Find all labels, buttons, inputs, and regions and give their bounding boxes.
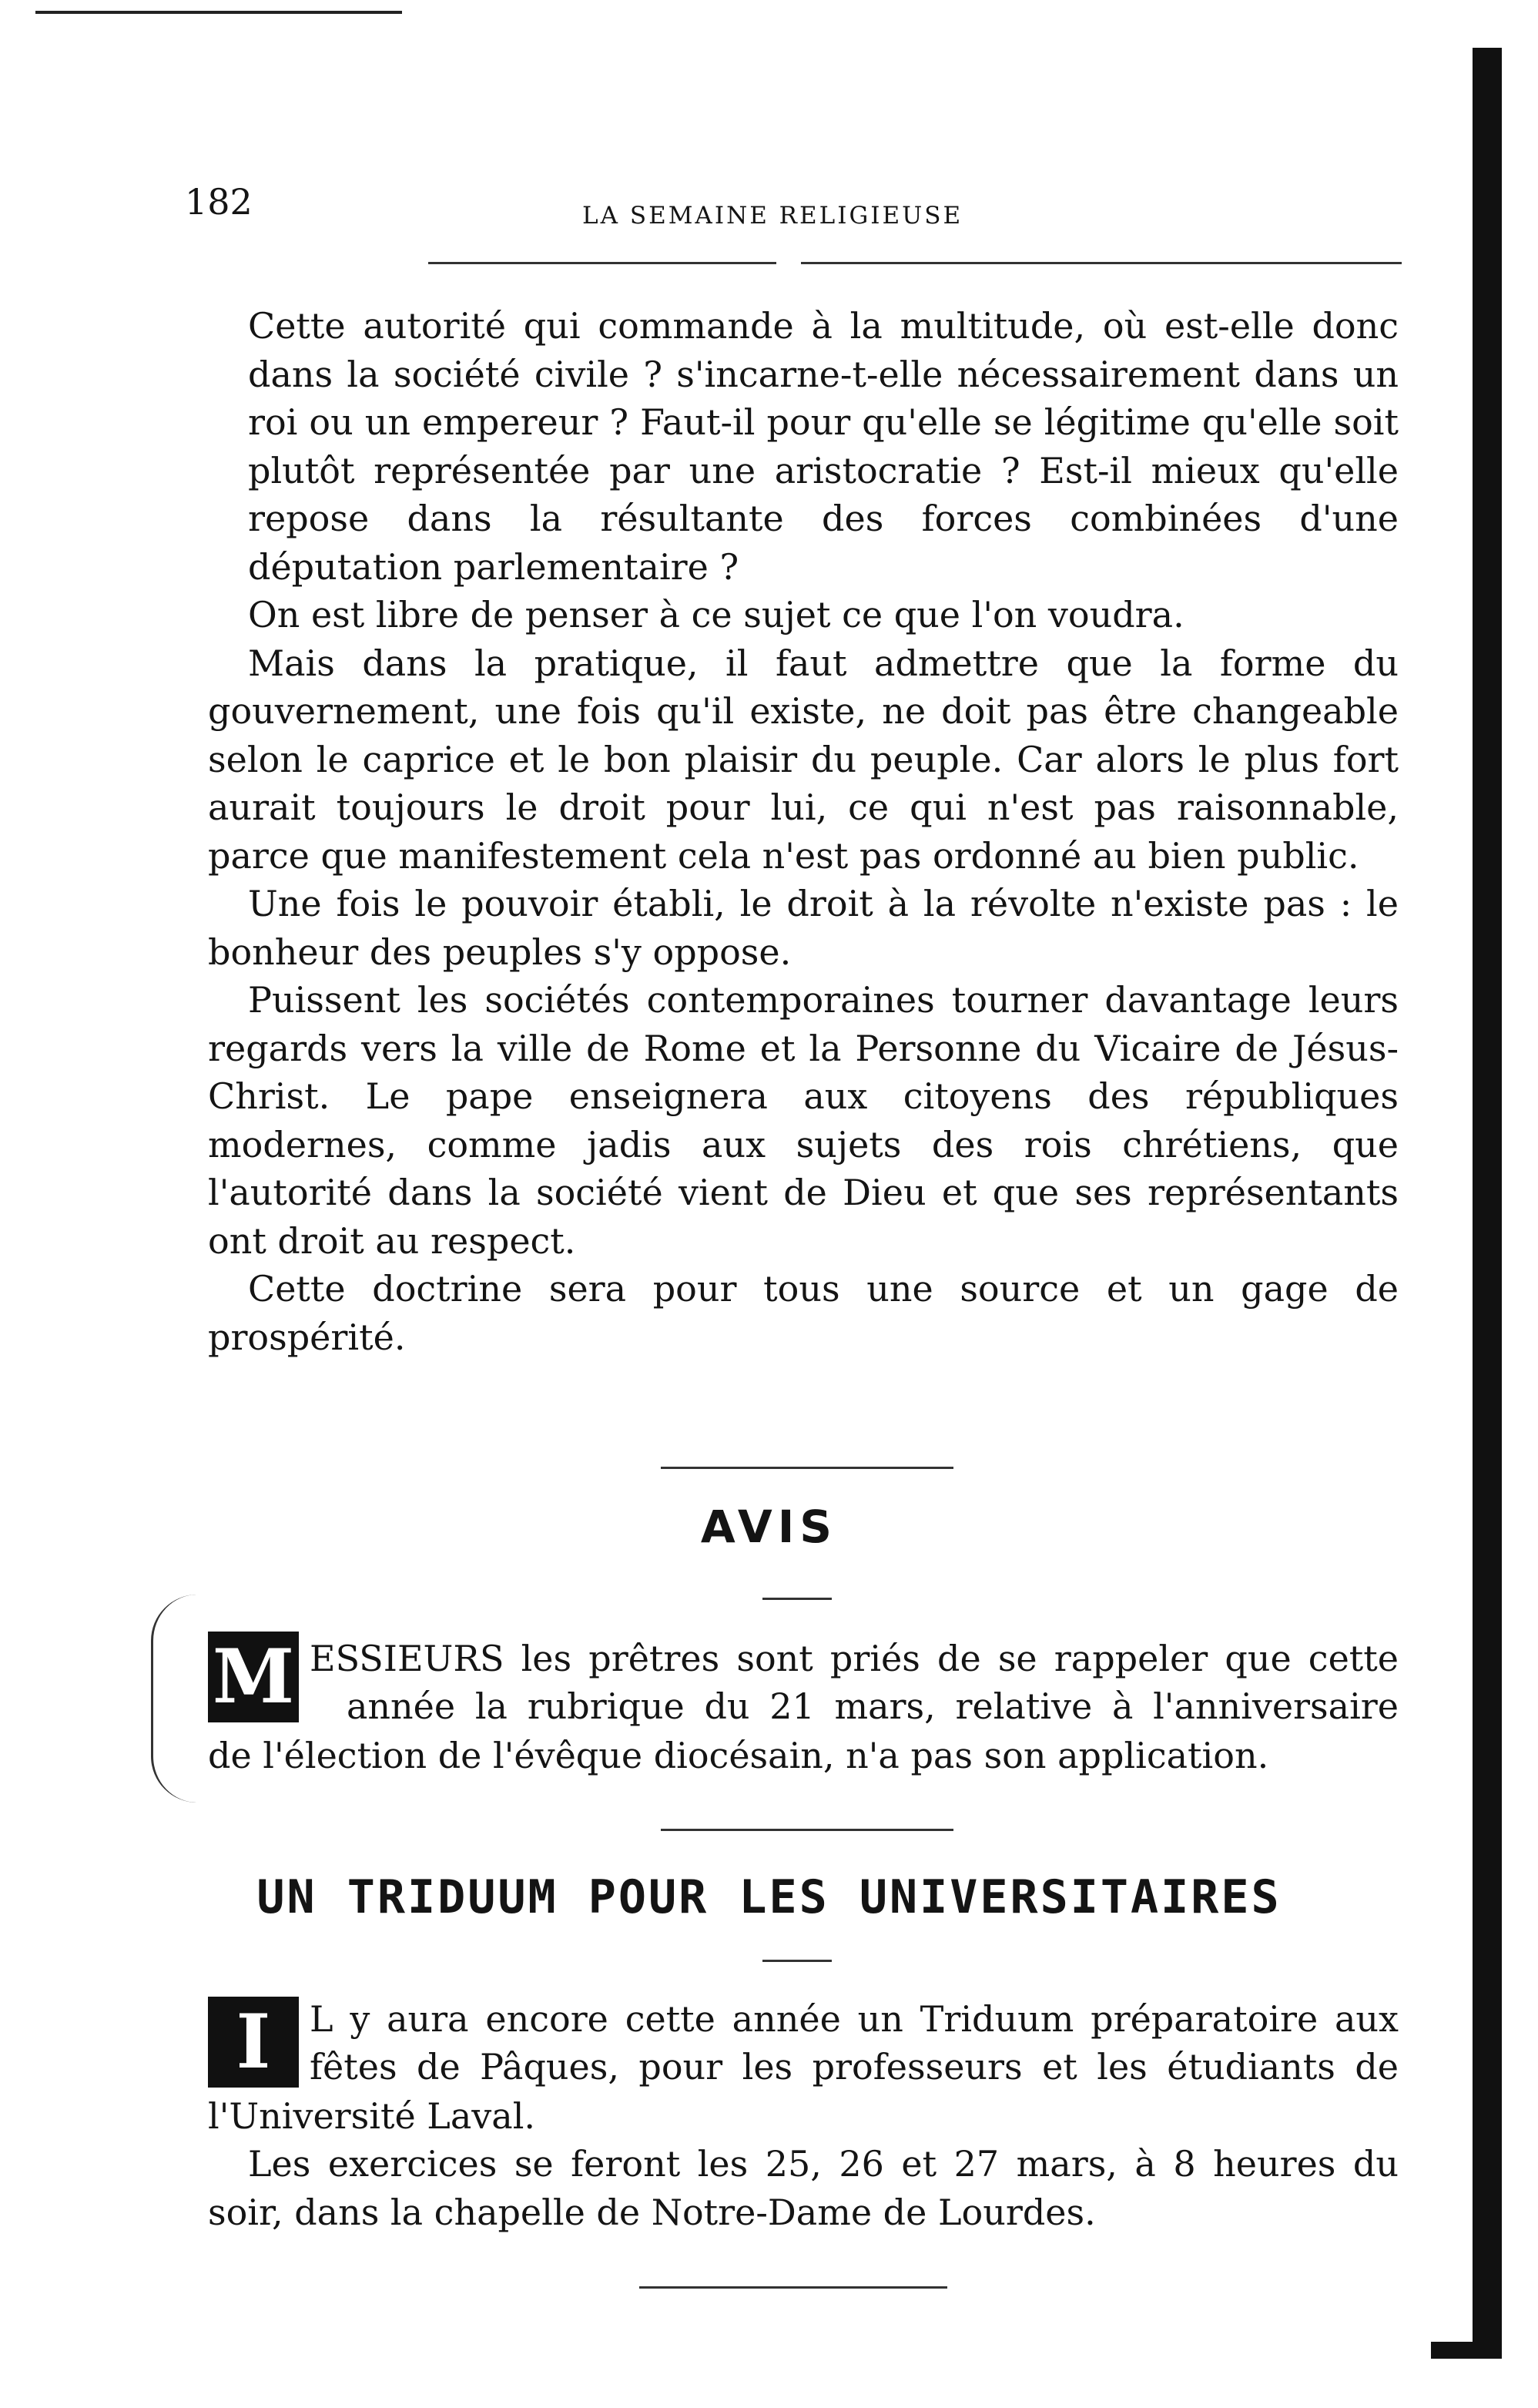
binding-shadow [1473,48,1502,2355]
article-paragraph: Une fois le pouvoir établi, le droit à la révolte n'existe pas : le bonheur des peuples s'y oppose. [208,883,1399,973]
article-body [208,302,1399,1361]
top-border-rule [35,11,402,14]
title-underline [762,1598,832,1600]
section-separator [661,1467,953,1469]
avis-title: AVIS [700,1501,838,1553]
header-rule-right [801,262,1402,264]
triduum-line: l'Université Laval. [208,2095,536,2137]
avis-line: ESSIEURS les prêtres sont priés de se rappeler que cette [310,1638,1399,1679]
avis-line: de l'élection de l'évêque diocésain, n'a pas son application. [208,1735,1269,1776]
title-underline [762,1960,832,1962]
triduum-line: fêtes de Pâques, pour les professeurs et les étudiants de [310,2046,1399,2088]
article-paragraph: Cette autorité qui commande à la multitude, où est-elle donc dans la société civile ? s'incarne-t-elle nécessairement dans un roi ou un empereur ? Faut-il pour qu'elle se légitime qu'elle soit plutôt représentée par une aristocratie ? Est-il mieux qu'elle repose dans la résultante des forces combinées d'une députation parlementaire ? [248,305,1399,588]
article-paragraph: Cette doctrine sera pour tous une source et un gage de prospérité. [208,1268,1399,1358]
triduum-title: UN TRIDUUM POUR LES UNIVERSITAIRES [256,1870,1282,1924]
header-rule-left [428,262,776,264]
closing-rule [639,2286,947,2289]
avis-line: année la rubrique du 21 mars, relative à l'anniversaire [347,1685,1399,1727]
article-paragraph: On est libre de penser à ce sujet ce que l'on voudra. [248,594,1184,636]
article-paragraph: Puissent les sociétés contemporaines tourner davantage leurs regards vers la ville de Rome et la Personne du Vicaire de Jésus-Christ. Le pape enseignera aux citoyens des républiques modernes, comme jadis aux sujets des rois chrétiens, que l'autorité dans la société vient de Dieu et que ses représentants ont droit au respect. [208,979,1399,1262]
page-number: 182 [185,181,253,223]
triduum-body [208,2140,1399,2236]
section-separator [661,1829,953,1831]
triduum-line: L y aura encore cette année un Triduum préparatoire aux [310,1998,1399,2040]
article-paragraph: Mais dans la pratique, il faut admettre que la forme du gouvernement, une fois qu'il existe, ne doit pas être changeable selon le caprice et le bon plaisir du peuple. Car alors le plus fort aurait toujours le droit pour lui, ce qui n'est pas raisonnable, parce que manifestement cela n'est pas ordonné au bien public. [208,642,1399,877]
binding-shadow-foot [1431,2342,1502,2359]
avis-drop-cap: M [208,1632,299,1722]
triduum-paragraph: Les exercices se feront les 25, 26 et 27 mars, à 8 heures du soir, dans la chapelle de Notre-Dame de Lourdes. [208,2143,1399,2233]
running-title: LA SEMAINE RELIGIEUSE [582,202,963,230]
handwritten-bracket-mark [151,1595,199,1803]
triduum-drop-cap: I [208,1997,299,2088]
